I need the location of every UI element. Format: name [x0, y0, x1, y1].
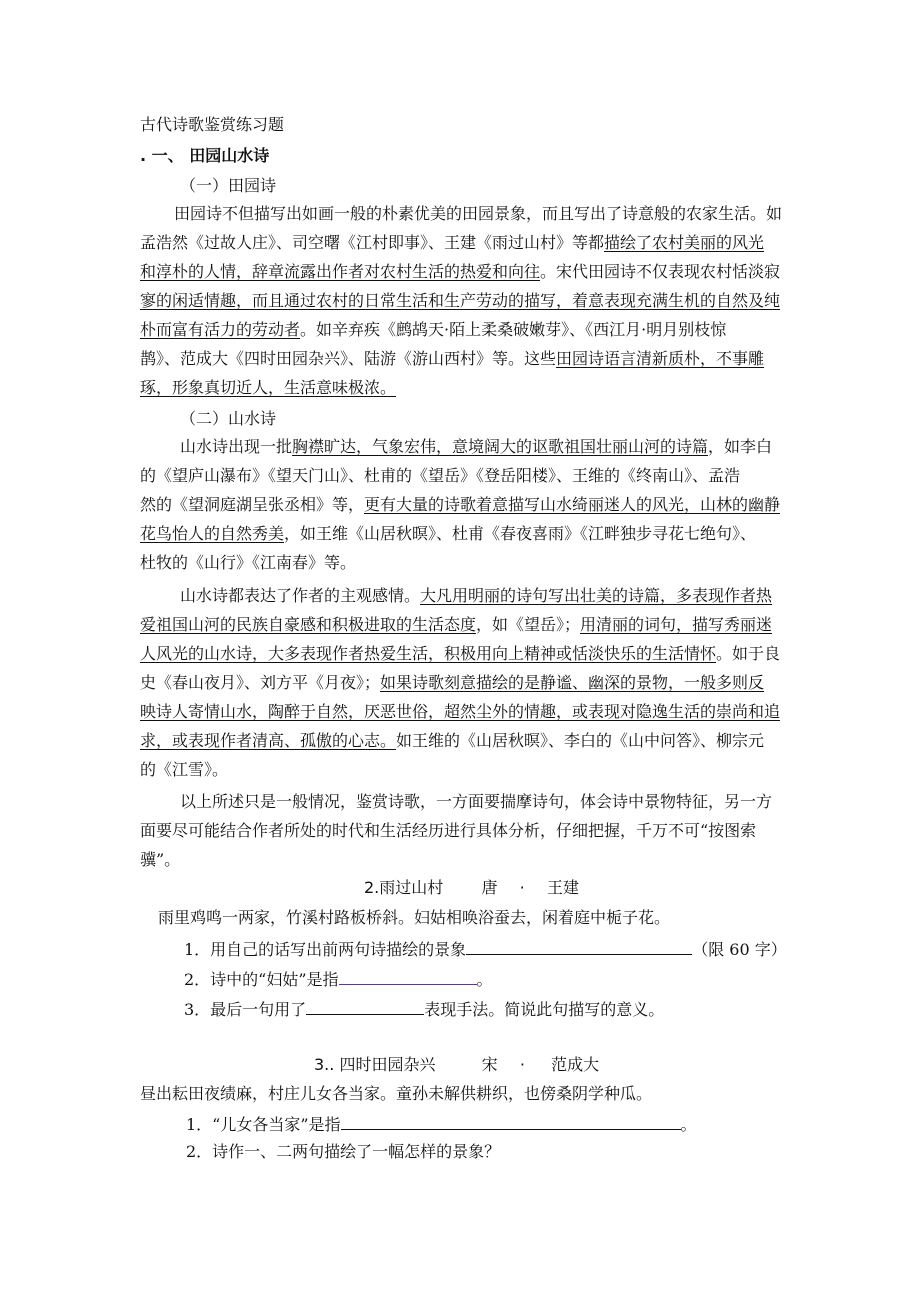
answer-blank[interactable]	[341, 1113, 681, 1130]
poem2-q3-end: 表现手法。简说此句描写的意义。	[424, 1000, 665, 1019]
poem2-dot: ·	[519, 878, 525, 897]
text-segment: 的《望庐山瀑布》《望天门山》、杜甫的《望岳》《登岳阳楼》、王维的《终南山》、孟浩	[140, 466, 741, 485]
underlined-text: 田园诗语言清新质朴，不事雕	[556, 349, 765, 368]
poem2-dynasty: 唐	[481, 878, 498, 897]
subsection-heading-pastoral: （一）田园诗	[180, 176, 277, 195]
underlined-text: 胸襟旷达，气象宏伟，意境阔大的讴歌祖国壮丽山河的诗篇	[292, 437, 709, 456]
section-heading: . 一、 田园山水诗	[140, 146, 270, 165]
paragraph-line	[140, 262, 780, 282]
poem2-title-line	[364, 878, 579, 898]
text-segment: 如王维的《山居秋暝》、李白的《山中问答》、柳宗元	[396, 731, 765, 750]
document-title: 古代诗歌鉴赏练习题	[140, 115, 285, 134]
poem2-q3-text: 3．最后一句用了	[184, 1000, 307, 1019]
poem3-q1-text: 1．“儿女各当家”是指	[186, 1115, 341, 1134]
poem3-author: 范成大	[551, 1055, 600, 1074]
text-segment: 然的《望洞庭湖呈张丞相》等，	[140, 495, 365, 514]
poem3-q1-end: 。	[680, 1115, 697, 1134]
text-segment: 史《春山夜月》、刘方平《月夜》；	[140, 673, 381, 692]
paragraph-line	[174, 204, 782, 224]
poem2-question-2	[184, 968, 493, 990]
paragraph-line	[140, 320, 726, 340]
text-segment: ，如王维《山居秋暝》、杜甫《春夜喜雨》《江畔独步寻花七绝句》、	[284, 524, 757, 543]
paragraph-line	[140, 702, 780, 722]
poem2-title: 2.雨过山村	[364, 878, 444, 897]
paragraph-line	[140, 673, 764, 693]
text-segment: ，如李白	[708, 437, 773, 456]
poem2-question-1	[184, 938, 787, 960]
text-segment: 。如于良	[716, 644, 781, 663]
paragraph-line	[140, 731, 764, 751]
underlined-text: 映诗人寄情山水，陶醉于自然，厌恶世俗，超然尘外的情趣，或表现对隐逸生活的崇尚和追	[140, 702, 781, 721]
underlined-text: 人风光的山水诗，大多表现作者热爱生活，积极用向上精神或恬淡快乐的生活情怀	[140, 644, 717, 663]
poem3-dot: ·	[519, 1055, 525, 1074]
paragraph-line	[140, 495, 780, 515]
text-segment: 杜牧的《山行》《江南春》等。	[140, 553, 357, 572]
paragraph-line	[140, 760, 228, 780]
paragraph-line	[140, 615, 772, 635]
underlined-text: 爱祖国山河的民族自豪感和积极进取的生活态度	[140, 615, 477, 634]
paragraph-line	[140, 233, 764, 253]
underlined-text: 如果诗歌刻意描绘的是静谧、幽深的景物，一般多则反	[380, 673, 765, 692]
text-segment: 。宋代田园诗不仅表现农村恬淡寂	[540, 262, 781, 281]
underlined-text: 琢，形象真切近人，生活意味极浓。	[140, 378, 397, 397]
text-segment: 山水诗都表达了作者的主观感情。	[180, 586, 421, 605]
text-segment: 以上所述只是一般情况，鉴赏诗歌，一方面要揣摩诗句，体会诗中景物特征，另一方	[180, 792, 773, 811]
answer-blank[interactable]	[466, 938, 692, 955]
underlined-text: 花鸟怡人的自然秀美	[140, 524, 285, 543]
poem3-title: 3.. 四时田园杂兴	[314, 1055, 436, 1074]
paragraph-line	[140, 466, 740, 486]
poem3-text: 昼出耘田夜绩麻，村庄儿女各当家。童孙未解供耕织，也傍桑阴学种瓜。	[140, 1084, 653, 1103]
text-segment: 。如辛弃疾《鹧鸪天·陌上柔桑破嫩芽》、《西江月·明月别枝惊	[300, 320, 727, 339]
poem3-question-2: 2．诗作一、二两句描绘了一幅怎样的景象？	[186, 1142, 501, 1161]
subsection-heading-landscape: （二）山水诗	[180, 409, 277, 428]
underlined-text: 更有大量的诗歌着意描写山水绮丽迷人的风光，山林的幽静	[364, 495, 781, 514]
text-segment: 山水诗出现一批	[180, 437, 293, 456]
underlined-text: 寥的闲适情趣，而且通过农村的日常生活和生产劳动的描写，着意表现充满生机的自然及纯	[140, 291, 781, 310]
text-segment: 面要尽可能结合作者所处的时代和生活经历进行具体分析，仔细把握，千万不可“按图索	[140, 821, 757, 840]
poem2-q2-text: 2．诗中的“妇姑”是指	[184, 970, 339, 989]
text-segment: ，如《望岳》；	[476, 615, 581, 634]
paragraph-line	[140, 524, 756, 544]
text-segment: 的《江雪》。	[140, 760, 229, 779]
poem2-q2-end: 。	[476, 970, 493, 989]
underlined-text: 用清丽的词句，描写秀丽迷	[580, 615, 773, 634]
text-segment: 田园诗不但描写出如画一般的朴素优美的田园景象，而且写出了诗意般的农家生活。如	[174, 204, 783, 223]
poem2-author: 王建	[546, 878, 579, 897]
underlined-text: 描绘了农村美丽的风光	[604, 233, 765, 252]
underlined-text: 朴而富有活力的劳动者	[140, 320, 301, 339]
paragraph-line	[180, 586, 772, 606]
poem2-q1-note: （限 60 字）	[692, 940, 787, 959]
paragraph-line	[180, 437, 772, 457]
poem2-text: 雨里鸡鸣一两家，竹溪村路板桥斜。妇姑相唤浴蚕去，闲着庭中栀子花。	[158, 908, 671, 927]
paragraph-line	[180, 792, 772, 812]
poem3-title-line	[314, 1055, 599, 1075]
poem3-dynasty: 宋	[481, 1055, 498, 1074]
underlined-text: 和淳朴的人情，辞章流露出作者对农村生活的热爱和向往	[140, 262, 541, 281]
poem3-question-1	[186, 1113, 697, 1135]
paragraph-line	[140, 644, 780, 664]
paragraph-line	[140, 821, 756, 841]
paragraph-line	[140, 378, 396, 398]
answer-blank[interactable]	[339, 968, 477, 985]
underlined-text: 大凡用明丽的诗句写出壮美的诗篇，多表现作者热	[420, 586, 773, 605]
text-segment: 孟浩然《过故人庄》、司空曙《江村即事》、王建《雨过山村》等都	[140, 233, 605, 252]
paragraph-line	[140, 349, 764, 369]
text-segment: 鹊》、范成大《四时田园杂兴》、陆游《游山西村》等。这些	[140, 349, 557, 368]
paragraph-line	[140, 553, 356, 573]
poem2-q1-text: 1．用自己的话写出前两句诗描绘的景象	[184, 940, 467, 959]
text-segment: 骥”。	[140, 850, 181, 869]
underlined-text: 求，或表现作者清高、孤傲的心志。	[140, 731, 397, 750]
paragraph-line	[140, 291, 780, 311]
poem2-question-3	[184, 998, 664, 1020]
paragraph-line	[140, 850, 180, 870]
answer-blank[interactable]	[306, 998, 424, 1015]
